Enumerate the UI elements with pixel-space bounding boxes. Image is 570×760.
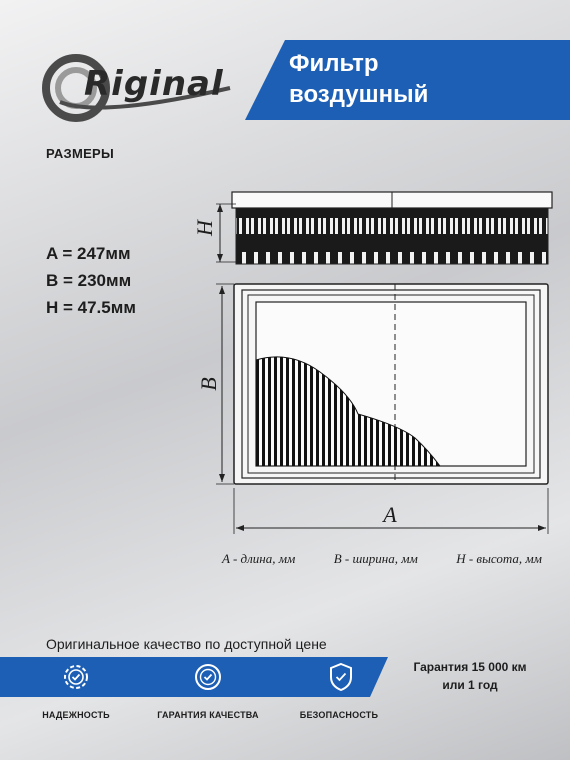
filter-technical-drawing xyxy=(190,182,560,540)
side-view xyxy=(216,192,552,264)
legend-a: A - длина, мм xyxy=(222,551,296,566)
shield-check-icon xyxy=(326,660,356,694)
dimension-b: B = 230мм xyxy=(46,271,132,290)
label-a: A xyxy=(383,502,397,527)
dimensions-list xyxy=(46,240,136,321)
feature-label-quality: ГАРАНТИЯ КАЧЕСТВА xyxy=(157,710,259,720)
feature-label-reliability: НАДЕЖНОСТЬ xyxy=(42,710,110,720)
gear-check-icon xyxy=(61,660,91,694)
dimension-h: H = 47.5мм xyxy=(46,298,136,317)
warranty-line2: или 1 год xyxy=(442,678,498,692)
dimension-legend xyxy=(222,551,542,567)
label-h: H xyxy=(192,220,217,236)
brand-logo-text: Riginal xyxy=(84,64,224,104)
top-view xyxy=(216,284,548,534)
product-title xyxy=(289,48,549,110)
sizes-heading: РАЗМЕРЫ xyxy=(46,146,115,161)
warranty-line1: Гарантия 15 000 км xyxy=(413,660,527,674)
legend-h: H - высота, мм xyxy=(456,551,542,566)
badge-check-icon xyxy=(193,660,223,694)
dimension-a: A = 247мм xyxy=(46,244,131,263)
product-title-line2: воздушный xyxy=(289,81,429,108)
feature-label-safety: БЕЗОПАСНОСТЬ xyxy=(299,710,379,720)
label-b: B xyxy=(196,377,221,391)
tagline: Оригинальное качество по доступной цене xyxy=(46,636,327,652)
legend-b: B - ширина, мм xyxy=(333,551,418,566)
warranty-info xyxy=(400,658,540,694)
product-title-line1: Фильтр xyxy=(289,50,379,77)
